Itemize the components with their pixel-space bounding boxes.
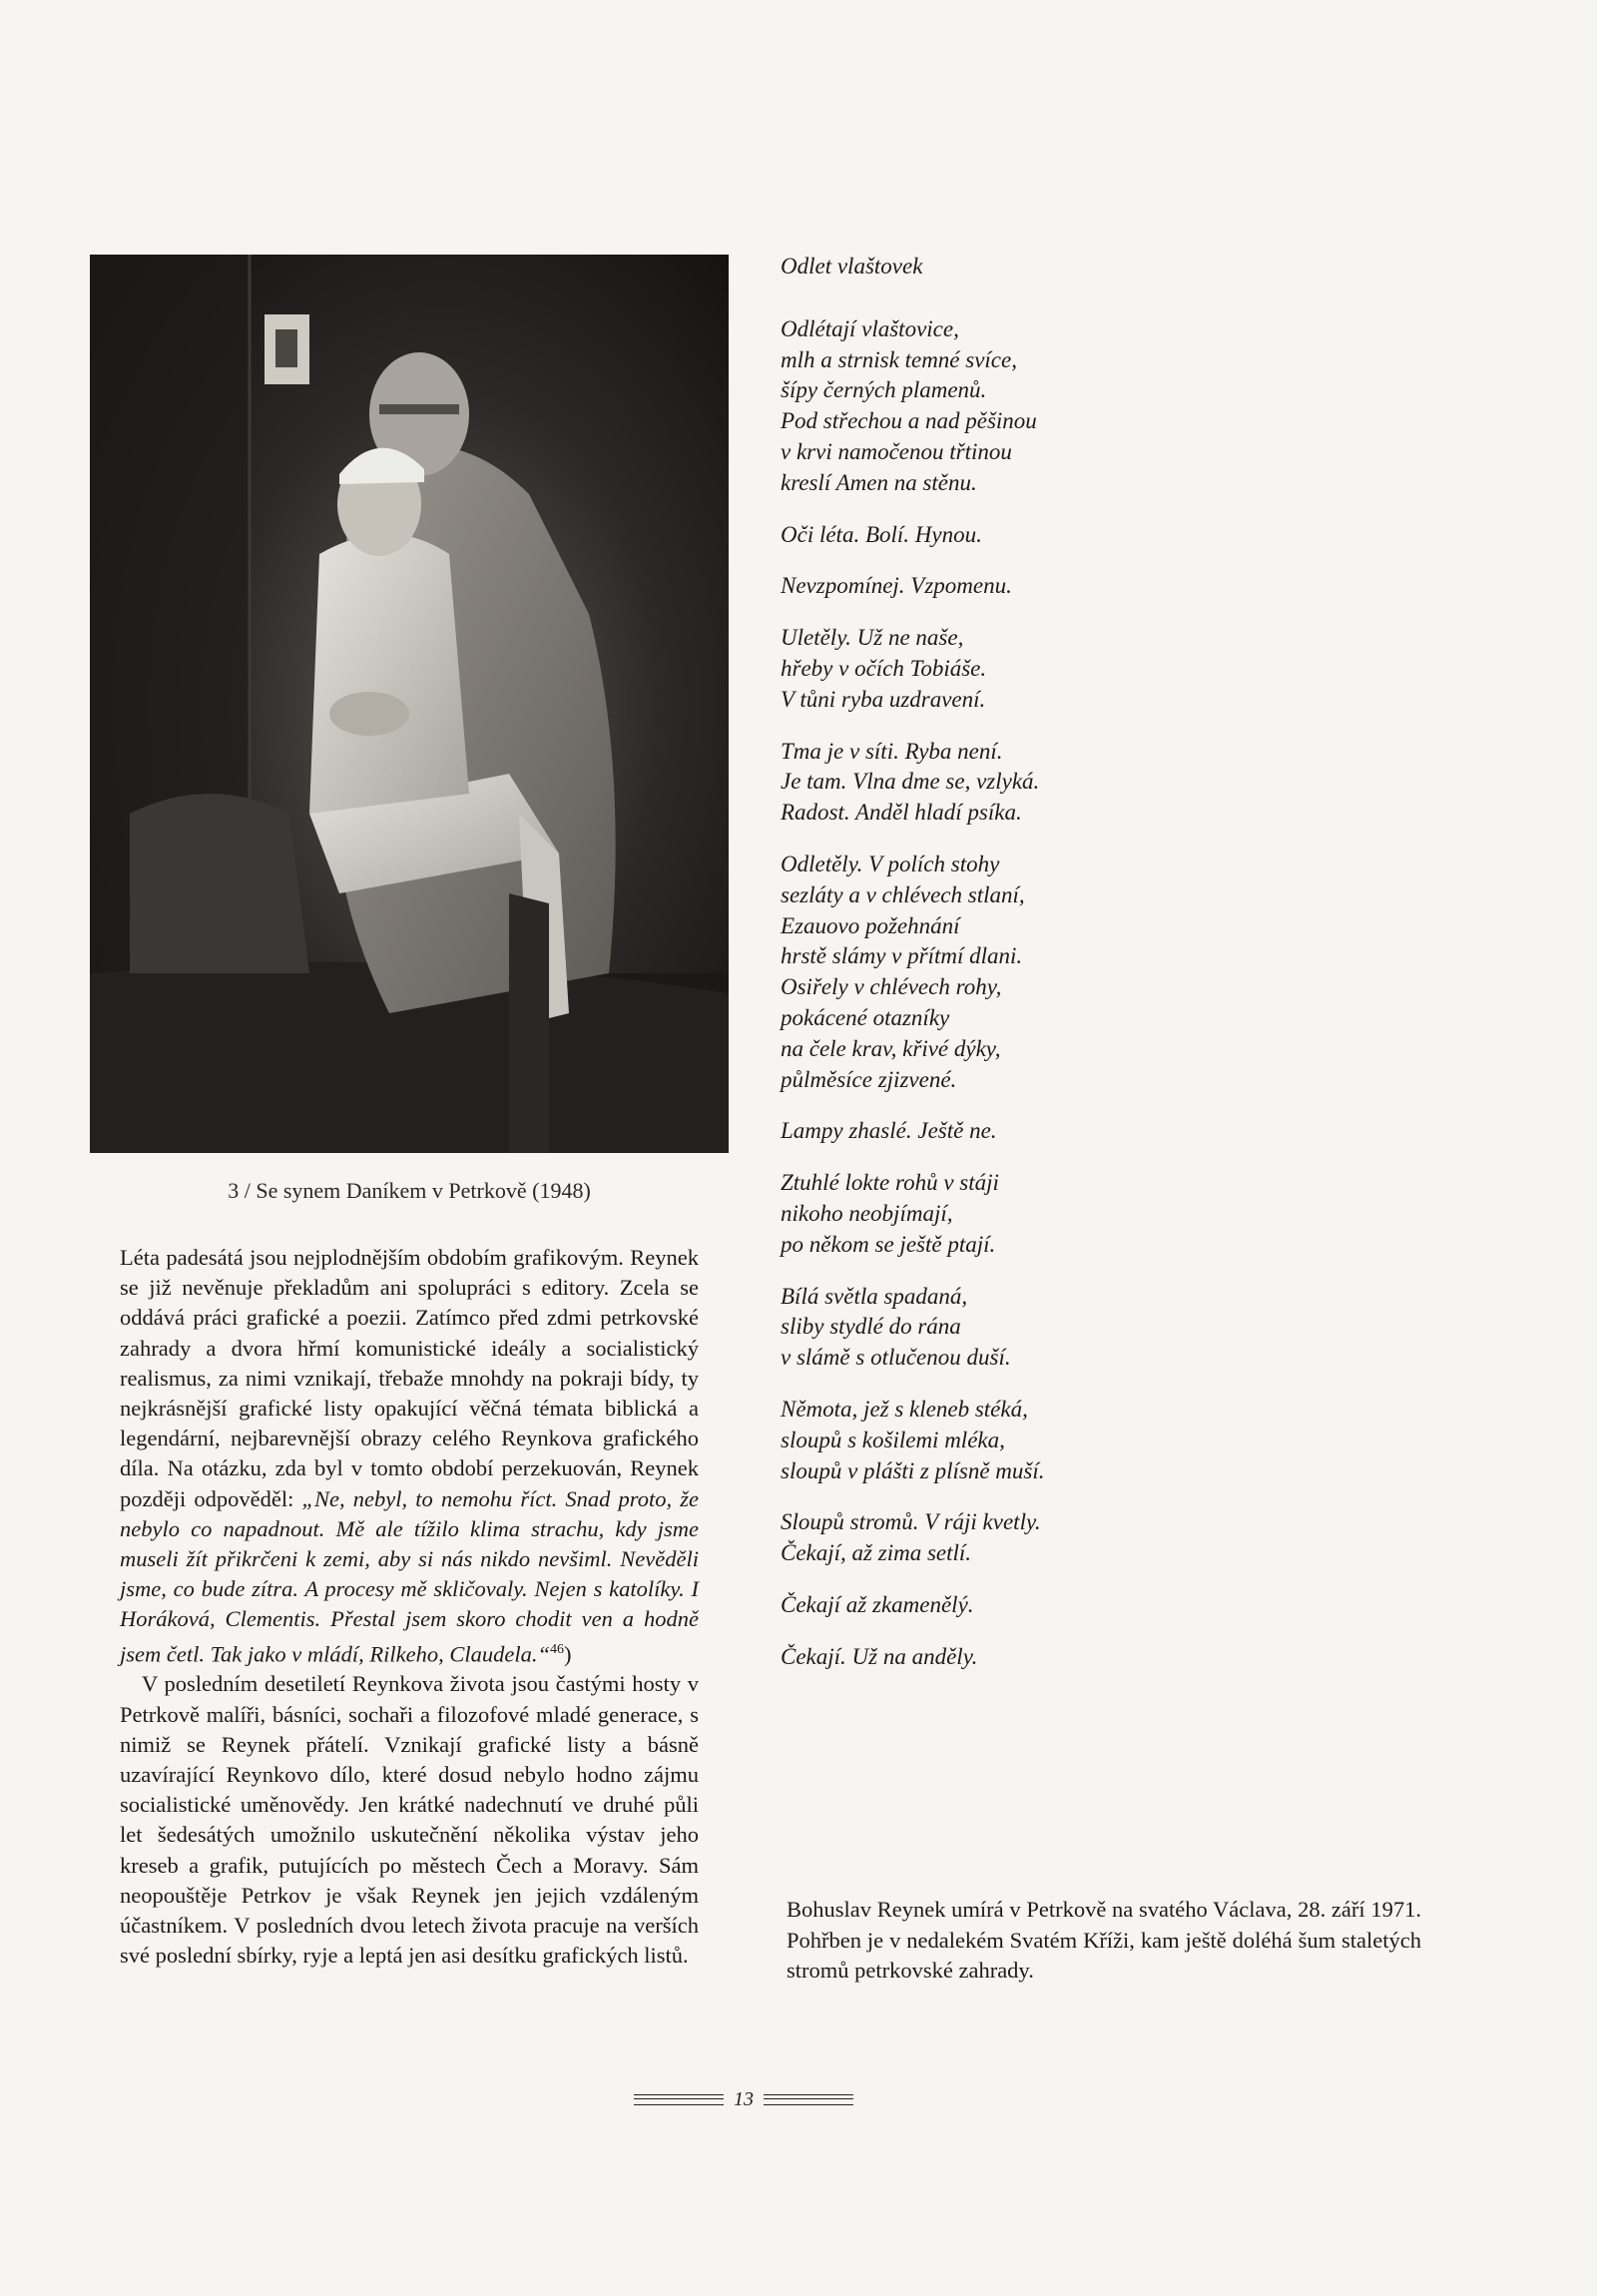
poem-line: Odletěly. V polích stohy <box>781 851 1000 876</box>
poem-stanza <box>781 520 1399 551</box>
poem-line: v krvi namočenou třtinou <box>781 438 1012 464</box>
poem-line: hřeby v očích Tobiáše. <box>781 655 987 681</box>
closing-paragraph: Bohuslav Reynek umírá v Petrkově na svatého Václava, 28. září 1971. Pohřben je v nedalekém Svatém Kříži, kam ještě doléhá šum staletých stromů petrkovské zahrady. <box>787 1897 1421 1983</box>
poem-line: v slámě s otlučenou duší. <box>781 1345 1011 1371</box>
poem-stanza <box>781 1642 1399 1673</box>
page-footer <box>619 2084 868 2114</box>
poem-line: nikoho neobjímají, <box>781 1200 953 1226</box>
poem-line: Čekají. Už na anděly. <box>781 1643 978 1669</box>
poem-stanza <box>781 850 1399 1095</box>
poem-line: Uletěly. Už ne naše, <box>781 625 964 651</box>
poem-line: pokácené otazníky <box>781 1004 950 1030</box>
photo-illustration <box>90 255 729 1153</box>
poem-stanza <box>781 1116 1399 1147</box>
poem-line: hrstě slámy v přítmí dlani. <box>781 943 1023 969</box>
poem-line: Ztuhlé lokte rohů v stáji <box>781 1170 999 1196</box>
paragraph-text: Léta padesátá jsou nejplodnějším obdobím grafikovým. Reynek se již nevěnuje překladům ani spolupráci s editory. Zcela se oddává práci grafické a poezii. Zatímco před zdmi petrkovské zahrady a dvora hřmí komunistické ideály a socialistický realismus, za nimi vznikají, třebaže mnohdy na pokraji bídy, ty nejkrásnější grafické listy opakující věčná témata biblická a legendární, nejbarevnější obrazy celého Reynkova grafického díla. Na otázku, zda byl v tomto období perzekuován, Reynek později odpověděl: <box>120 1245 699 1511</box>
poem-stanza <box>781 1395 1399 1486</box>
poem-line: Ezauovo požehnání <box>781 912 960 938</box>
poem-line: Čekají, až zima setlí. <box>781 1540 972 1566</box>
poem-line: Lampy zhaslé. Ještě ne. <box>781 1118 997 1144</box>
poem-stanza <box>781 1282 1399 1374</box>
poem-line: sloupů v plášti z plísně muší. <box>781 1457 1045 1483</box>
footnote-ref: 46 <box>550 1641 564 1657</box>
poem-line: Němota, jež s kleneb stéká, <box>781 1396 1028 1422</box>
poem-line: Oči léta. Bolí. Hynou. <box>781 521 982 547</box>
page-number: 13 <box>734 2087 754 2110</box>
poem-line: sliby stydlé do rána <box>781 1314 961 1340</box>
poem-line: Tma je v síti. Ryba není. <box>781 738 1003 764</box>
photograph <box>90 255 729 1153</box>
poem-line: Bílá světla spadaná, <box>781 1283 968 1309</box>
poem-title: Odlet vlaštovek <box>781 254 923 279</box>
reynek-quote: „Ne, nebyl, to nemohu říct. Snad proto, že nebylo co napadnout. Mě ale tížilo klima strachu, kdy jsme museli žít přikrčeni k zemi, aby si nás nikdo nevšiml. Nevěděli jsme, co bude zítra. A procesy mě skličovaly. Nejen s katolíky. I Horáková, Clementis. Přestal jsem skoro chodit ven a hodně jsem četl. Tak jako v mládí, Rilkeho, Claudela. <box>120 1485 699 1667</box>
footer-rule-right <box>764 2094 853 2105</box>
poem-stanza <box>781 571 1399 602</box>
poem-line: Sloupů stromů. V ráji kvetly. <box>781 1509 1041 1535</box>
poem <box>781 252 1399 1693</box>
poem-stanza <box>781 1168 1399 1260</box>
footer-rule-left <box>634 2094 724 2105</box>
poem-line: sezláty a v chlévech stlaní, <box>781 881 1025 907</box>
poem-line: Je tam. Vlna dme se, vzlyká. <box>781 769 1040 795</box>
poem-line: Čekají až zkamenělý. <box>781 1591 974 1617</box>
poem-line: kreslí Amen na stěnu. <box>781 469 977 495</box>
poem-stanza <box>781 737 1399 829</box>
paragraph <box>120 1243 699 1669</box>
poem-line: Odlétají vlaštovice, <box>781 315 959 341</box>
paragraph: V posledním desetiletí Reynkova života jsou častými hosty v Petrkově malíři, básníci, sochaři a filozofové mladé generace, s nimiž se Reynek přátelí. Vznikají grafické listy a básně uzavírající Reynkovo dílo, které dosud nebylo hodno zájmu socialistické uměnovědy. Jen krátké nadechnutí ve druhé půli let šedesátých umožnilo uskutečnění několika výstav jeho kreseb a grafik, putujících po městech Čech a Moravy. Sám neopouštěje Petrkov je však Reynek jen jejich vzdáleným účastníkem. V posledních dvou letech života pracuje na verších své poslední sbírky, ryje a leptá jen asi desítku grafických listů. <box>120 1671 699 1969</box>
poem-line: půlměsíce zjizvené. <box>781 1066 957 1092</box>
poem-line: Osiřely v chlévech rohy, <box>781 974 1002 1000</box>
poem-line: sloupů s košilemi mléka, <box>781 1427 1005 1452</box>
poem-line: šípy černých plamenů. <box>781 377 987 403</box>
poem-line: Pod střechou a nad pěšinou <box>781 408 1037 434</box>
poem-line: na čele krav, křivé dýky, <box>781 1035 1001 1061</box>
poem-stanza <box>781 1590 1399 1621</box>
poem-line: mlh a strnisk temné svíce, <box>781 346 1017 372</box>
poem-line: Nevzpomínej. Vzpomenu. <box>781 573 1012 599</box>
poem-line: Radost. Anděl hladí psíka. <box>781 800 1022 826</box>
quote-close-mark: “ <box>537 1641 550 1667</box>
poem-line: V tůni ryba uzdravení. <box>781 686 986 712</box>
poem-stanza <box>781 314 1399 499</box>
poem-line: po někom se ještě ptají. <box>781 1231 996 1257</box>
poem-stanza <box>781 623 1399 715</box>
body-text-left <box>120 1243 699 1971</box>
photo-caption: 3 / Se synem Daníkem v Petrkově (1948) <box>228 1178 591 1203</box>
poem-stanza <box>781 1507 1399 1569</box>
footnote-paren: ) <box>564 1641 572 1667</box>
